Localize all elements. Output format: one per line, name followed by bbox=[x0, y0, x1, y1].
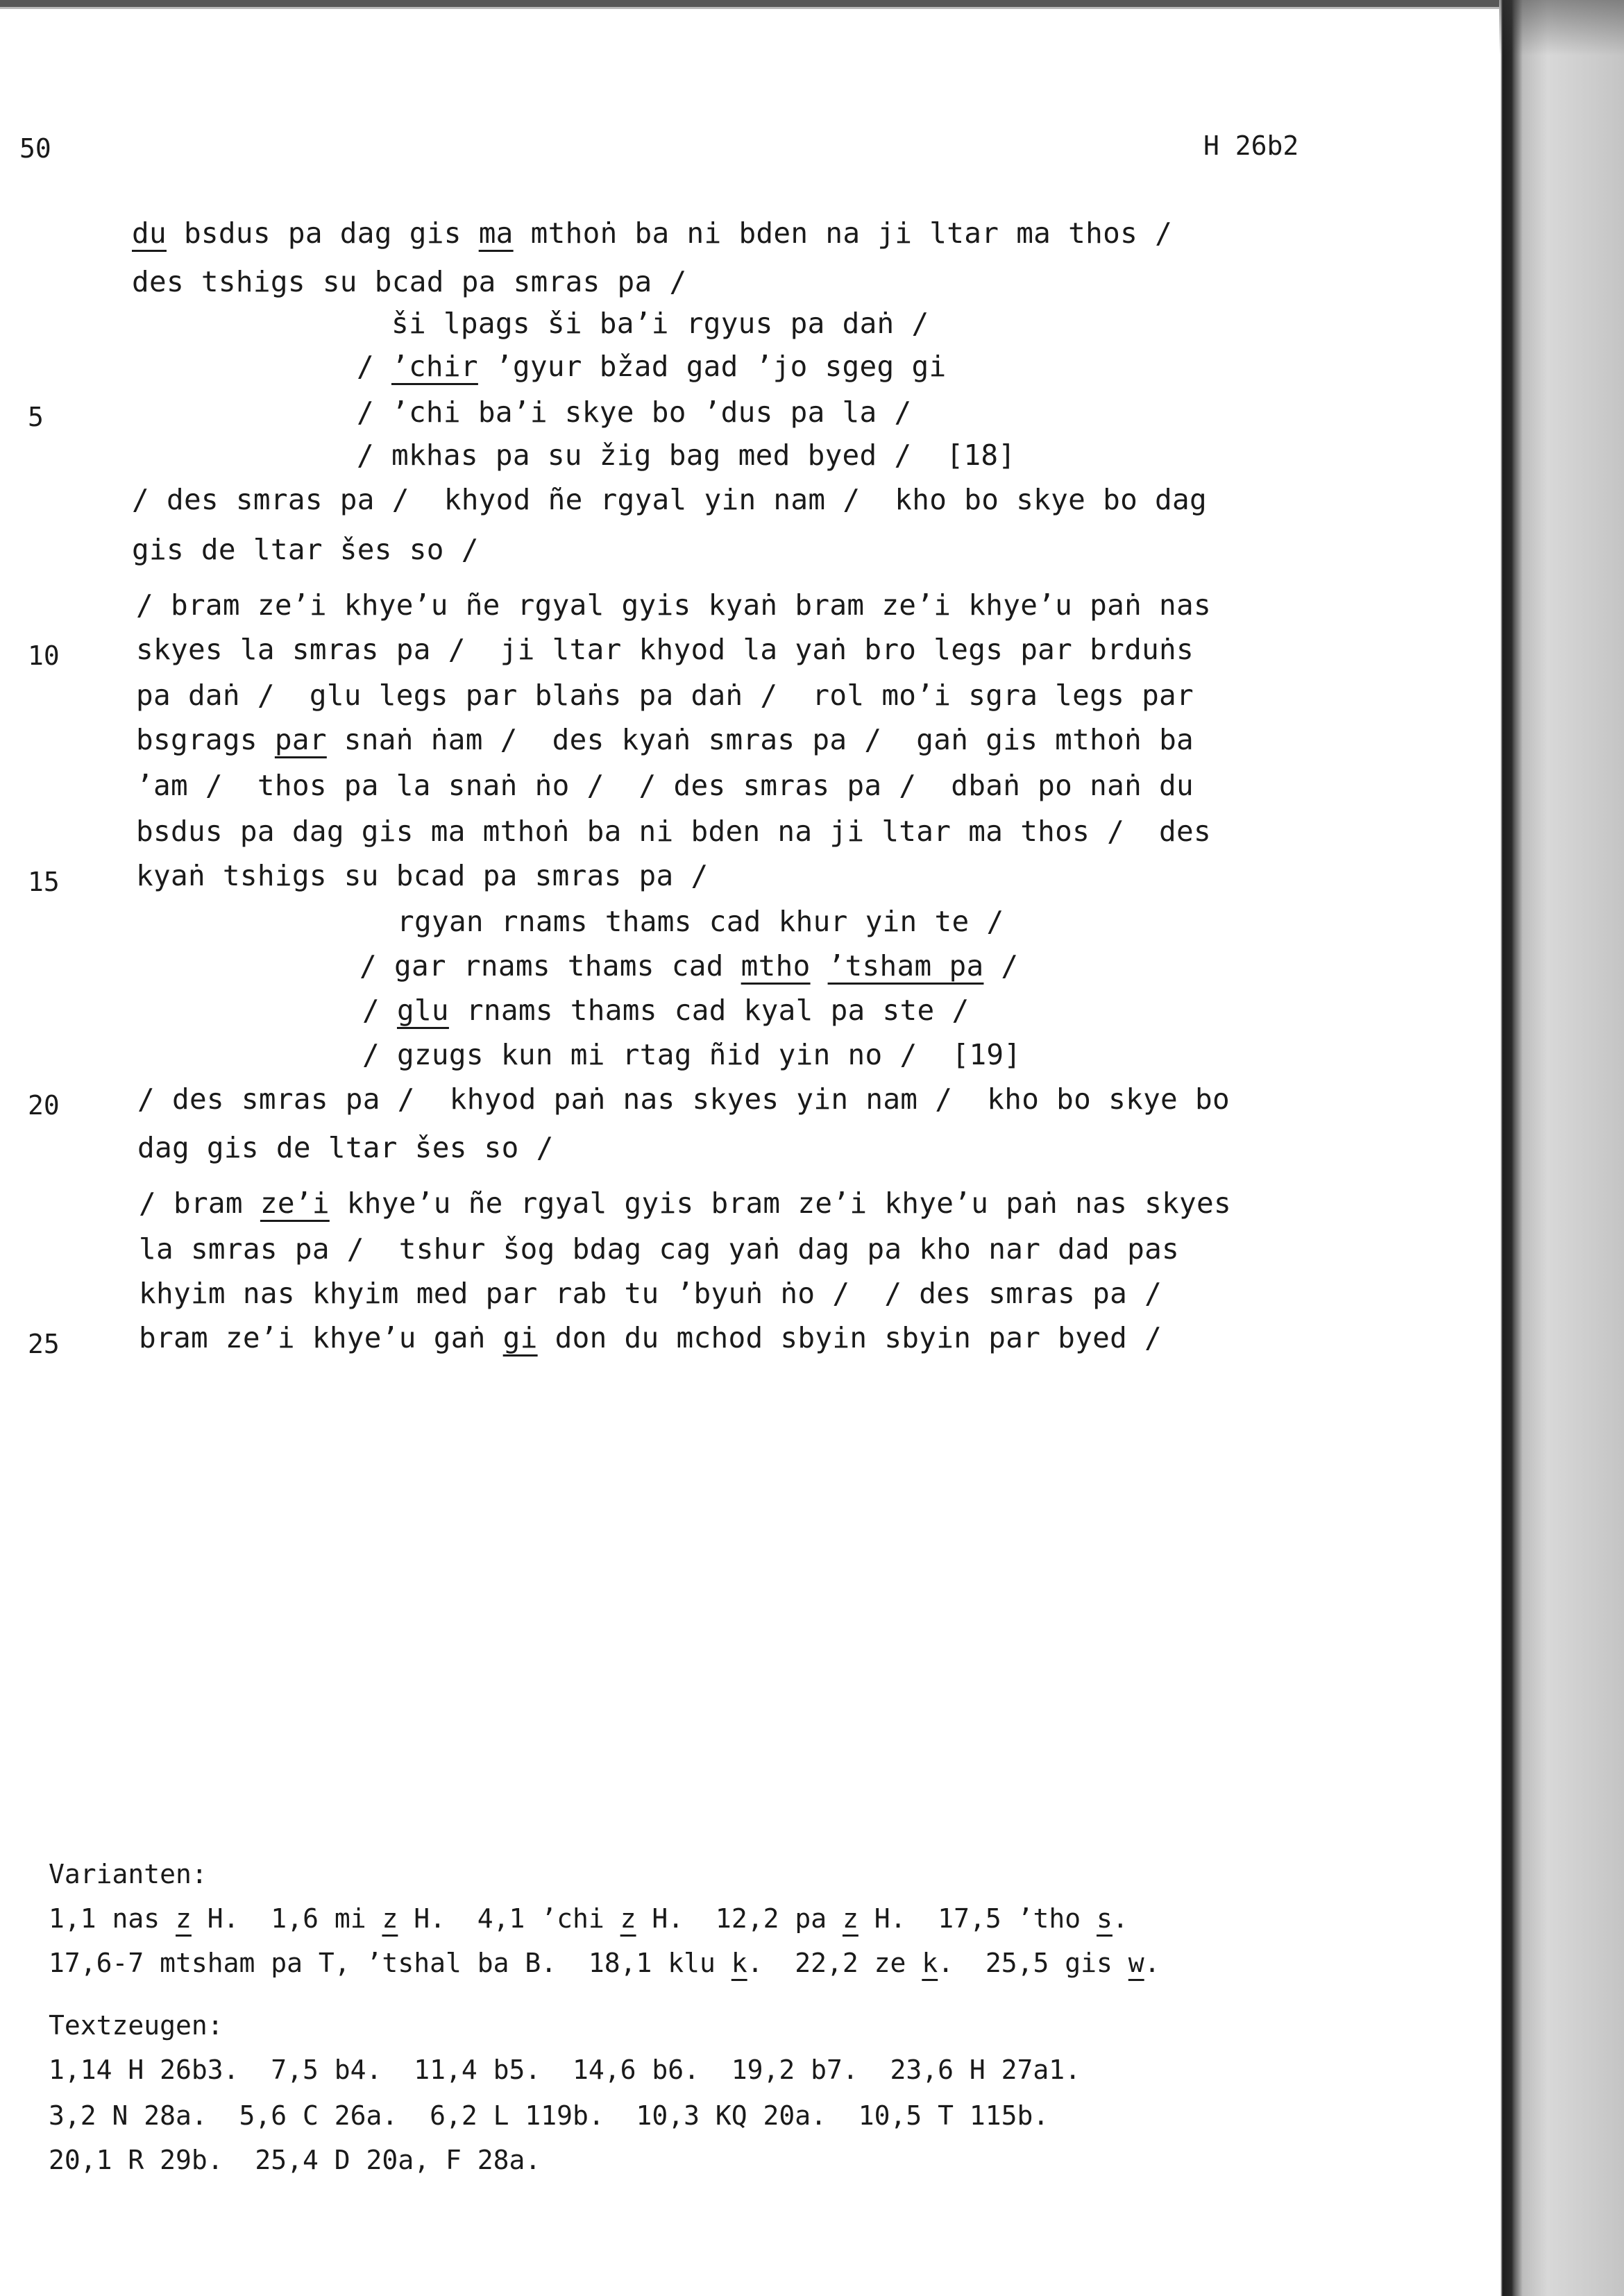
underlined-word: ’tsham pa bbox=[827, 949, 984, 983]
underlined-word: z bbox=[620, 1903, 636, 1934]
text-segment: H. 17,5 ’tho bbox=[858, 1903, 1097, 1934]
text-segment: . bbox=[1112, 1903, 1128, 1934]
text-line bbox=[136, 769, 1194, 802]
underlined-word: par bbox=[274, 723, 327, 756]
underlined-word: z bbox=[176, 1903, 192, 1934]
text-line bbox=[357, 352, 946, 381]
text-segment: H. 1,6 mi bbox=[191, 1903, 382, 1934]
text-segment: bram ze’i khye’u gaṅ bbox=[139, 1321, 503, 1354]
text-line bbox=[132, 265, 687, 298]
text-segment: 17,6-7 mtsham pa T, ’tshal ba B. 18,1 klu bbox=[49, 1948, 731, 1978]
text-line bbox=[357, 398, 912, 427]
text-segment: ’gyur bžad gad ’jo sgeg gi bbox=[477, 350, 947, 383]
text-segment: khyim nas khyim med par rab tu ’byuṅ ṅo / / des smras pa / bbox=[139, 1277, 1162, 1310]
text-line bbox=[391, 309, 929, 338]
underlined-word: ze’i bbox=[260, 1187, 330, 1220]
varianten-heading: Varianten: bbox=[49, 1859, 208, 1889]
text-line bbox=[136, 723, 1194, 756]
text-segment: bsgrags bbox=[136, 723, 275, 756]
underlined-word: mtho bbox=[741, 949, 811, 983]
underlined-word: glu bbox=[396, 994, 449, 1027]
text-line bbox=[139, 1321, 1162, 1354]
text-segment: 3,2 N 28a. 5,6 C 26a. 6,2 L 119b. 10,3 KQ 20a. 10,5 T 115b. bbox=[49, 2100, 1049, 2131]
text-line bbox=[136, 859, 709, 892]
underlined-word: gi bbox=[502, 1321, 538, 1354]
text-segment: / bbox=[983, 949, 1019, 983]
underlined-word: ’chir bbox=[391, 350, 478, 383]
text-segment bbox=[811, 949, 828, 983]
text-line bbox=[362, 996, 969, 1025]
page-reference: H 26b2 bbox=[1203, 130, 1299, 161]
underlined-word: w bbox=[1128, 1948, 1144, 1978]
variant-line bbox=[49, 1950, 1160, 1976]
text-line bbox=[360, 949, 1019, 983]
witness-line bbox=[49, 2147, 541, 2173]
scan-page-edge bbox=[1499, 0, 1624, 2296]
text-segment: la smras pa / tshur šog bdag cag yaṅ dag pa kho nar dad pas bbox=[139, 1232, 1180, 1266]
text-line bbox=[136, 817, 1211, 846]
text-segment: / bbox=[362, 994, 397, 1027]
text-line bbox=[357, 441, 1015, 470]
text-segment: bsdus pa dag gis ma mthoṅ ba ni bden na ji ltar ma thos / des bbox=[136, 815, 1212, 848]
textzeugen-heading: Textzeugen: bbox=[49, 2010, 223, 2041]
text-segment: / des smras pa / khyod ñe rgyal yin nam / kho bo skye bo dag bbox=[132, 483, 1208, 516]
text-segment: . bbox=[1144, 1948, 1160, 1978]
text-segment: rnams thams cad kyal pa ste / bbox=[448, 994, 970, 1027]
underlined-word: ma bbox=[478, 216, 514, 250]
text-segment: 1,14 H 26b3. 7,5 b4. 11,4 b5. 14,6 b6. 19,2 b7. 23,6 H 27a1. bbox=[49, 2055, 1081, 2085]
witness-line bbox=[49, 2102, 1049, 2129]
scan-page-edge-shadow bbox=[1499, 0, 1624, 56]
line-number: 25 bbox=[28, 1329, 60, 1359]
text-line bbox=[139, 1232, 1180, 1266]
text-segment: / bram ze’i khye’u ñe rgyal gyis kyaṅ bram ze’i khye’u paṅ nas bbox=[136, 588, 1212, 622]
text-segment: don du mchod sbyin sbyin par byed / bbox=[537, 1321, 1162, 1354]
text-line bbox=[137, 1082, 1230, 1116]
text-segment: kyaṅ tshigs su bcad pa smras pa / bbox=[136, 859, 709, 892]
text-segment: bsdus pa dag gis bbox=[166, 216, 479, 250]
underlined-word: z bbox=[382, 1903, 398, 1934]
line-number: 5 bbox=[28, 402, 44, 432]
line-number: 10 bbox=[28, 640, 60, 671]
text-segment: . 25,5 gis bbox=[938, 1948, 1128, 1978]
text-segment: ’am / thos pa la snaṅ ṅo / / des smras pa / dbaṅ po naṅ du bbox=[136, 769, 1194, 802]
variant-line bbox=[49, 1905, 1128, 1932]
text-segment: / ’chi ba’i skye bo ’dus pa la / bbox=[357, 396, 912, 429]
underlined-word: du bbox=[132, 216, 167, 250]
text-line bbox=[136, 588, 1212, 622]
text-segment: / gzugs kun mi rtag ñid yin no / [19] bbox=[362, 1038, 1022, 1071]
text-segment: / mkhas pa su žig bag med byed / [18] bbox=[357, 439, 1016, 472]
text-line bbox=[362, 1038, 1022, 1071]
text-line bbox=[132, 216, 1173, 250]
text-segment: / gar rnams thams cad bbox=[360, 949, 741, 983]
text-segment: H. 12,2 pa bbox=[636, 1903, 843, 1934]
text-segment: / bbox=[357, 350, 391, 383]
text-segment: skyes la smras pa / ji ltar khyod la yaṅ bro legs par brduṅs bbox=[136, 633, 1194, 666]
text-segment: H. 4,1 ’chi bbox=[398, 1903, 620, 1934]
text-line bbox=[139, 1279, 1162, 1308]
text-segment: mthoṅ ba ni bden na ji ltar ma thos / bbox=[513, 216, 1173, 250]
text-segment: 20,1 R 29b. 25,4 D 20a, F 28a. bbox=[49, 2145, 541, 2175]
witness-line bbox=[49, 2057, 1081, 2083]
text-segment: / bram bbox=[139, 1187, 260, 1220]
underlined-word: s bbox=[1097, 1903, 1113, 1934]
underlined-word: k bbox=[922, 1948, 938, 1978]
scan-top-edge-shadow bbox=[0, 7, 1506, 9]
underlined-word: k bbox=[731, 1948, 747, 1978]
underlined-word: z bbox=[842, 1903, 858, 1934]
text-segment: khye’u ñe rgyal gyis bram ze’i khye’u paṅ nas skyes bbox=[329, 1187, 1231, 1220]
text-segment: / des smras pa / khyod paṅ nas skyes yin nam / kho bo skye bo bbox=[137, 1082, 1230, 1116]
text-line bbox=[132, 483, 1208, 516]
text-segment: des tshigs su bcad pa smras pa / bbox=[132, 265, 687, 298]
text-segment: pa daṅ / glu legs par blaṅs pa daṅ / rol mo’i sgra legs par bbox=[136, 679, 1194, 712]
text-segment: snaṅ ṅam / des kyaṅ smras pa / gaṅ gis mthoṅ ba bbox=[326, 723, 1194, 756]
text-line bbox=[136, 633, 1194, 666]
text-segment: gis de ltar šes so / bbox=[132, 533, 479, 566]
text-segment: dag gis de ltar šes so / bbox=[137, 1131, 554, 1164]
line-number: 20 bbox=[28, 1090, 60, 1121]
text-line bbox=[136, 681, 1194, 710]
text-segment: . 22,2 ze bbox=[747, 1948, 922, 1978]
line-number: 15 bbox=[28, 867, 60, 897]
text-line bbox=[139, 1189, 1231, 1218]
text-line bbox=[397, 905, 1004, 938]
scan-top-edge bbox=[0, 0, 1527, 7]
text-segment: ši lpags ši ba’i rgyus pa daṅ / bbox=[391, 307, 929, 340]
text-line bbox=[137, 1131, 554, 1164]
text-segment: 1,1 nas bbox=[49, 1903, 176, 1934]
text-line bbox=[132, 533, 479, 566]
text-segment: rgyan rnams thams cad khur yin te / bbox=[397, 905, 1004, 938]
page-number: 50 bbox=[19, 133, 51, 164]
